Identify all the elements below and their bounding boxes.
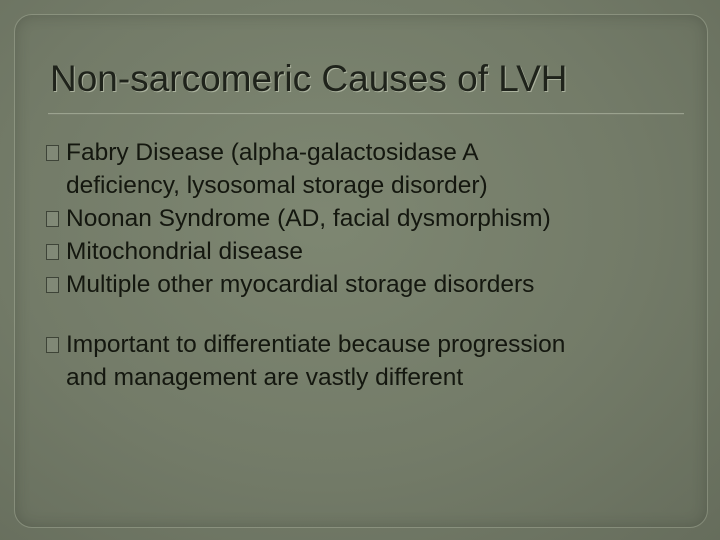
bullet-item-storage-disorders <box>46 268 696 301</box>
bullet-text-continuation: and management are vastly different <box>66 364 464 391</box>
bullet-text-continuation: deficiency, lysosomal storage disorder) <box>66 172 488 199</box>
bullet-item-noonan <box>46 202 696 235</box>
title-divider <box>48 113 684 115</box>
hollow-square-bullet-icon <box>46 211 59 227</box>
bullet-text: Mitochondrial disease <box>66 238 303 265</box>
hollow-square-bullet-icon <box>46 145 59 161</box>
bullet-text: Noonan Syndrome (AD, facial dysmorphism) <box>66 205 551 232</box>
bullet-item-important <box>46 328 696 394</box>
hollow-square-bullet-icon <box>46 337 59 353</box>
bullet-item-mitochondrial <box>46 235 696 268</box>
hollow-square-bullet-icon <box>46 244 59 260</box>
bullet-text: Important to differentiate because progression <box>66 331 566 358</box>
bullet-text: Multiple other myocardial storage disorders <box>66 271 535 298</box>
bullet-item-fabry <box>46 136 696 202</box>
hollow-square-bullet-icon <box>46 277 59 293</box>
bullet-text: Fabry Disease (alpha-galactosidase A <box>66 139 479 166</box>
bullet-list <box>46 136 696 394</box>
slide-title: Non-sarcomeric Causes of LVH <box>50 58 568 99</box>
